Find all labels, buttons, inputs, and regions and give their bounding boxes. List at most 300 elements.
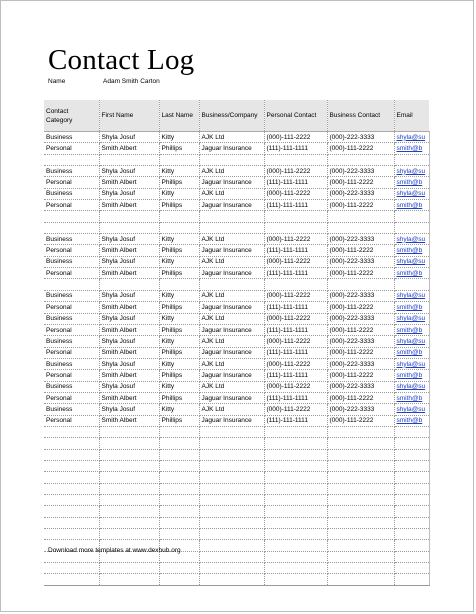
contact-category-cell[interactable] — [44, 211, 99, 222]
business-company-cell[interactable] — [199, 529, 264, 540]
name-value[interactable]: Adam Smith Carton — [103, 78, 160, 85]
contact-category-cell[interactable] — [44, 438, 99, 449]
last-name-cell[interactable]: Phillips — [159, 268, 199, 279]
last-name-cell[interactable]: Kitty — [159, 404, 199, 415]
last-name-cell[interactable] — [159, 438, 199, 449]
first-name-cell[interactable] — [99, 574, 159, 585]
last-name-cell[interactable] — [159, 495, 199, 506]
last-name-cell[interactable]: Kitty — [159, 381, 199, 392]
personal-contact-cell[interactable] — [264, 449, 327, 460]
business-company-cell[interactable]: AJK Ltd — [199, 336, 264, 347]
email-cell[interactable] — [394, 540, 429, 551]
personal-contact-cell[interactable] — [264, 279, 327, 290]
business-contact-cell[interactable]: (000)-222-3333 — [327, 290, 394, 301]
business-contact-cell[interactable] — [327, 154, 394, 165]
contact-category-cell[interactable] — [44, 472, 99, 483]
contact-category-cell[interactable]: Personal — [44, 347, 99, 358]
business-contact-cell[interactable]: (000)-111-2222 — [327, 324, 394, 335]
email-cell[interactable] — [394, 472, 429, 483]
first-name-cell[interactable]: Smith Albert — [99, 302, 159, 313]
business-company-cell[interactable] — [199, 563, 264, 574]
last-name-cell[interactable]: Kitty — [159, 358, 199, 369]
email-cell[interactable] — [394, 415, 429, 426]
personal-contact-cell[interactable]: (111)-111-1111 — [264, 268, 327, 279]
first-name-cell[interactable] — [99, 483, 159, 494]
personal-contact-cell[interactable] — [264, 483, 327, 494]
business-contact-cell[interactable]: (000)-222-3333 — [327, 358, 394, 369]
email-cell[interactable] — [394, 506, 429, 517]
last-name-cell[interactable]: Phillips — [159, 177, 199, 188]
first-name-cell[interactable] — [99, 426, 159, 437]
first-name-cell[interactable] — [99, 222, 159, 233]
business-company-cell[interactable] — [199, 495, 264, 506]
personal-contact-cell[interactable] — [264, 574, 327, 585]
business-company-cell[interactable]: Jaguar Insurance — [199, 200, 264, 211]
contact-category-cell[interactable] — [44, 426, 99, 437]
business-company-cell[interactable] — [199, 540, 264, 551]
business-company-cell[interactable] — [199, 551, 264, 562]
personal-contact-cell[interactable] — [264, 472, 327, 483]
contact-category-cell[interactable] — [44, 222, 99, 233]
business-contact-cell[interactable]: (000)-111-2222 — [327, 302, 394, 313]
personal-contact-cell[interactable] — [264, 154, 327, 165]
first-name-cell[interactable]: Shyla Josuf — [99, 381, 159, 392]
first-name-cell[interactable]: Shyla Josuf — [99, 404, 159, 415]
email-link[interactable]: shyla@su — [396, 405, 426, 413]
personal-contact-cell[interactable]: (111)-111-1111 — [264, 347, 327, 358]
first-name-cell[interactable] — [99, 563, 159, 574]
email-cell[interactable] — [394, 234, 429, 245]
first-name-cell[interactable]: Shyla Josuf — [99, 256, 159, 267]
business-company-cell[interactable] — [199, 154, 264, 165]
last-name-cell[interactable]: Kitty — [159, 256, 199, 267]
business-company-cell[interactable] — [199, 460, 264, 471]
last-name-cell[interactable]: Kitty — [159, 188, 199, 199]
first-name-cell[interactable]: Smith Albert — [99, 415, 159, 426]
business-contact-cell[interactable]: (000)-111-2222 — [327, 415, 394, 426]
business-contact-cell[interactable] — [327, 540, 394, 551]
contact-category-cell[interactable]: Business — [44, 290, 99, 301]
personal-contact-cell[interactable] — [264, 529, 327, 540]
business-company-cell[interactable] — [199, 449, 264, 460]
contact-category-cell[interactable] — [44, 506, 99, 517]
first-name-cell[interactable]: Shyla Josuf — [99, 166, 159, 177]
table-row — [44, 336, 429, 347]
email-cell[interactable] — [394, 574, 429, 585]
contact-category-cell[interactable]: Business — [44, 358, 99, 369]
business-contact-cell[interactable] — [327, 529, 394, 540]
business-contact-cell[interactable] — [327, 222, 394, 233]
email-cell[interactable] — [394, 563, 429, 574]
contact-category-cell[interactable]: Business — [44, 166, 99, 177]
personal-contact-cell[interactable] — [264, 551, 327, 562]
email-cell[interactable] — [394, 143, 429, 154]
email-cell[interactable] — [394, 154, 429, 165]
business-company-cell[interactable]: Jaguar Insurance — [199, 268, 264, 279]
email-cell[interactable] — [394, 392, 429, 403]
contact-category-cell[interactable]: Business — [44, 132, 99, 143]
business-company-cell[interactable] — [199, 517, 264, 528]
email-cell[interactable] — [394, 336, 429, 347]
email-link[interactable]: smith@b — [396, 269, 423, 277]
email-link[interactable]: smith@b — [396, 417, 423, 425]
business-contact-cell[interactable]: (000)-111-2222 — [327, 347, 394, 358]
business-company-cell[interactable]: AJK Ltd — [199, 166, 264, 177]
personal-contact-cell[interactable]: (111)-111-1111 — [264, 370, 327, 381]
contact-category-cell[interactable] — [44, 449, 99, 460]
last-name-cell[interactable] — [159, 574, 199, 585]
first-name-cell[interactable] — [99, 438, 159, 449]
business-contact-cell[interactable]: (000)-111-2222 — [327, 143, 394, 154]
last-name-cell[interactable]: Kitty — [159, 313, 199, 324]
column-header-business-contact: Business Contact — [327, 100, 394, 132]
first-name-cell[interactable]: Shyla Josuf — [99, 234, 159, 245]
last-name-cell[interactable]: Phillips — [159, 415, 199, 426]
personal-contact-cell[interactable] — [264, 460, 327, 471]
email-link[interactable]: shyla@su — [396, 337, 426, 345]
email-link[interactable]: smith@b — [396, 394, 423, 402]
personal-contact-cell[interactable]: (000)-111-2222 — [264, 166, 327, 177]
personal-contact-cell[interactable]: (111)-111-1111 — [264, 324, 327, 335]
last-name-cell[interactable] — [159, 154, 199, 165]
business-contact-cell[interactable] — [327, 506, 394, 517]
business-contact-cell[interactable]: (000)-111-2222 — [327, 245, 394, 256]
last-name-cell[interactable]: Kitty — [159, 336, 199, 347]
first-name-cell[interactable]: Smith Albert — [99, 392, 159, 403]
business-contact-cell[interactable]: (000)-111-2222 — [327, 370, 394, 381]
email-cell[interactable] — [394, 529, 429, 540]
personal-contact-cell[interactable] — [264, 517, 327, 528]
last-name-cell[interactable]: Kitty — [159, 166, 199, 177]
last-name-cell[interactable] — [159, 460, 199, 471]
email-link[interactable]: smith@b — [396, 247, 423, 255]
email-cell[interactable] — [394, 188, 429, 199]
contact-category-cell[interactable]: Personal — [44, 268, 99, 279]
contact-category-cell[interactable]: Personal — [44, 370, 99, 381]
business-company-cell[interactable]: Jaguar Insurance — [199, 347, 264, 358]
business-company-cell[interactable]: AJK Ltd — [199, 290, 264, 301]
personal-contact-cell[interactable] — [264, 495, 327, 506]
business-contact-cell[interactable]: (000)-222-3333 — [327, 381, 394, 392]
personal-contact-cell[interactable] — [264, 426, 327, 437]
email-cell[interactable] — [394, 426, 429, 437]
first-name-cell[interactable]: Shyla Josuf — [99, 358, 159, 369]
personal-contact-cell[interactable]: (111)-111-1111 — [264, 415, 327, 426]
personal-contact-cell[interactable]: (000)-111-2222 — [264, 234, 327, 245]
last-name-cell[interactable] — [159, 506, 199, 517]
email-link[interactable]: smith@b — [396, 179, 423, 187]
email-cell[interactable] — [394, 358, 429, 369]
email-link[interactable]: smith@b — [396, 303, 423, 311]
first-name-cell[interactable] — [99, 279, 159, 290]
email-cell[interactable] — [394, 347, 429, 358]
contact-category-cell[interactable] — [44, 279, 99, 290]
email-link[interactable]: shyla@su — [396, 383, 426, 391]
last-name-cell[interactable] — [159, 529, 199, 540]
first-name-cell[interactable]: Smith Albert — [99, 268, 159, 279]
first-name-cell[interactable] — [99, 495, 159, 506]
business-company-cell[interactable] — [199, 438, 264, 449]
email-cell[interactable] — [394, 438, 429, 449]
personal-contact-cell[interactable]: (000)-111-2222 — [264, 404, 327, 415]
contact-category-cell[interactable]: Business — [44, 313, 99, 324]
last-name-cell[interactable] — [159, 211, 199, 222]
business-company-cell[interactable]: Jaguar Insurance — [199, 392, 264, 403]
last-name-cell[interactable]: Phillips — [159, 245, 199, 256]
personal-contact-cell[interactable]: (111)-111-1111 — [264, 392, 327, 403]
email-cell[interactable] — [394, 256, 429, 267]
email-link[interactable]: shyla@su — [396, 167, 426, 175]
business-company-cell[interactable] — [199, 506, 264, 517]
first-name-cell[interactable]: Smith Albert — [99, 200, 159, 211]
business-contact-cell[interactable] — [327, 472, 394, 483]
business-company-cell[interactable]: AJK Ltd — [199, 404, 264, 415]
contact-category-cell[interactable]: Business — [44, 381, 99, 392]
first-name-cell[interactable]: Shyla Josuf — [99, 132, 159, 143]
last-name-cell[interactable]: Kitty — [159, 132, 199, 143]
last-name-cell[interactable] — [159, 426, 199, 437]
email-cell[interactable] — [394, 381, 429, 392]
personal-contact-cell[interactable] — [264, 563, 327, 574]
business-company-cell[interactable]: Jaguar Insurance — [199, 177, 264, 188]
business-contact-cell[interactable]: (000)-111-2222 — [327, 200, 394, 211]
personal-contact-cell[interactable] — [264, 540, 327, 551]
contact-category-cell[interactable]: Personal — [44, 392, 99, 403]
business-company-cell[interactable] — [199, 211, 264, 222]
contact-category-cell[interactable]: Business — [44, 188, 99, 199]
email-cell[interactable] — [394, 268, 429, 279]
business-contact-cell[interactable] — [327, 426, 394, 437]
email-cell[interactable] — [394, 132, 429, 143]
email-link[interactable]: smith@b — [396, 145, 423, 153]
business-company-cell[interactable] — [199, 222, 264, 233]
email-link[interactable]: shyla@su — [396, 315, 426, 323]
personal-contact-cell[interactable]: (000)-111-2222 — [264, 381, 327, 392]
contact-category-cell[interactable] — [44, 574, 99, 585]
personal-contact-cell[interactable]: (111)-111-1111 — [264, 177, 327, 188]
email-cell[interactable] — [394, 551, 429, 562]
email-cell[interactable] — [394, 517, 429, 528]
business-company-cell[interactable] — [199, 279, 264, 290]
business-company-cell[interactable]: Jaguar Insurance — [199, 143, 264, 154]
business-contact-cell[interactable]: (000)-222-3333 — [327, 188, 394, 199]
business-contact-cell[interactable]: (000)-222-3333 — [327, 256, 394, 267]
email-cell[interactable] — [394, 324, 429, 335]
first-name-cell[interactable]: Shyla Josuf — [99, 188, 159, 199]
email-link[interactable]: smith@b — [396, 326, 423, 334]
last-name-cell[interactable] — [159, 449, 199, 460]
personal-contact-cell[interactable]: (000)-111-2222 — [264, 132, 327, 143]
business-contact-cell[interactable] — [327, 460, 394, 471]
business-company-cell[interactable]: Jaguar Insurance — [199, 245, 264, 256]
personal-contact-cell[interactable]: (111)-111-1111 — [264, 143, 327, 154]
first-name-cell[interactable] — [99, 517, 159, 528]
personal-contact-cell[interactable] — [264, 222, 327, 233]
first-name-cell[interactable] — [99, 460, 159, 471]
business-contact-cell[interactable]: (000)-111-2222 — [327, 392, 394, 403]
business-contact-cell[interactable]: (000)-222-3333 — [327, 234, 394, 245]
personal-contact-cell[interactable]: (000)-111-2222 — [264, 313, 327, 324]
email-cell[interactable] — [394, 166, 429, 177]
personal-contact-cell[interactable]: (000)-111-2222 — [264, 336, 327, 347]
first-name-cell[interactable]: Smith Albert — [99, 143, 159, 154]
business-company-cell[interactable]: AJK Ltd — [199, 188, 264, 199]
business-company-cell[interactable]: AJK Ltd — [199, 313, 264, 324]
last-name-cell[interactable] — [159, 563, 199, 574]
contact-category-cell[interactable] — [44, 563, 99, 574]
business-contact-cell[interactable] — [327, 438, 394, 449]
contact-category-cell[interactable] — [44, 529, 99, 540]
email-cell[interactable] — [394, 495, 429, 506]
email-cell[interactable] — [394, 313, 429, 324]
email-cell[interactable] — [394, 449, 429, 460]
email-cell[interactable] — [394, 290, 429, 301]
first-name-cell[interactable]: Shyla Josuf — [99, 336, 159, 347]
email-cell[interactable] — [394, 222, 429, 233]
email-cell[interactable] — [394, 404, 429, 415]
contact-category-cell[interactable] — [44, 460, 99, 471]
business-company-cell[interactable]: Jaguar Insurance — [199, 370, 264, 381]
business-company-cell[interactable] — [199, 472, 264, 483]
first-name-cell[interactable] — [99, 154, 159, 165]
email-link[interactable]: shyla@su — [396, 292, 426, 300]
last-name-cell[interactable]: Phillips — [159, 200, 199, 211]
last-name-cell[interactable] — [159, 517, 199, 528]
first-name-cell[interactable] — [99, 472, 159, 483]
business-company-cell[interactable]: AJK Ltd — [199, 358, 264, 369]
contact-category-cell[interactable]: Personal — [44, 177, 99, 188]
business-contact-cell[interactable] — [327, 495, 394, 506]
email-cell[interactable] — [394, 460, 429, 471]
contact-category-cell[interactable]: Business — [44, 404, 99, 415]
contact-category-cell[interactable]: Personal — [44, 200, 99, 211]
contact-category-cell[interactable]: Personal — [44, 324, 99, 335]
business-contact-cell[interactable]: (000)-111-2222 — [327, 268, 394, 279]
personal-contact-cell[interactable]: (111)-111-1111 — [264, 302, 327, 313]
business-contact-cell[interactable] — [327, 563, 394, 574]
business-company-cell[interactable]: AJK Ltd — [199, 381, 264, 392]
contact-category-cell[interactable]: Business — [44, 256, 99, 267]
last-name-cell[interactable]: Phillips — [159, 347, 199, 358]
business-contact-cell[interactable]: (000)-222-3333 — [327, 132, 394, 143]
last-name-cell[interactable] — [159, 279, 199, 290]
personal-contact-cell[interactable]: (000)-111-2222 — [264, 290, 327, 301]
business-contact-cell[interactable]: (000)-222-3333 — [327, 404, 394, 415]
business-company-cell[interactable]: Jaguar Insurance — [199, 415, 264, 426]
email-link[interactable]: shyla@su — [396, 360, 426, 368]
business-contact-cell[interactable] — [327, 279, 394, 290]
first-name-cell[interactable]: Smith Albert — [99, 347, 159, 358]
email-link[interactable]: smith@b — [396, 371, 423, 379]
first-name-cell[interactable]: Shyla Josuf — [99, 290, 159, 301]
email-link[interactable]: shyla@su — [396, 190, 426, 198]
business-contact-cell[interactable] — [327, 551, 394, 562]
business-company-cell[interactable] — [199, 483, 264, 494]
contact-category-cell[interactable]: Personal — [44, 302, 99, 313]
business-company-cell[interactable]: Jaguar Insurance — [199, 302, 264, 313]
business-contact-cell[interactable]: (000)-222-3333 — [327, 313, 394, 324]
contact-category-cell[interactable]: Personal — [44, 415, 99, 426]
email-cell[interactable] — [394, 370, 429, 381]
business-company-cell[interactable]: AJK Ltd — [199, 132, 264, 143]
personal-contact-cell[interactable]: (000)-111-2222 — [264, 256, 327, 267]
last-name-cell[interactable]: Kitty — [159, 290, 199, 301]
personal-contact-cell[interactable]: (000)-111-2222 — [264, 188, 327, 199]
last-name-cell[interactable] — [159, 472, 199, 483]
contact-category-cell[interactable]: Business — [44, 234, 99, 245]
first-name-cell[interactable] — [99, 506, 159, 517]
email-cell[interactable] — [394, 279, 429, 290]
first-name-cell[interactable] — [99, 529, 159, 540]
last-name-cell[interactable]: Kitty — [159, 234, 199, 245]
business-contact-cell[interactable]: (000)-222-3333 — [327, 336, 394, 347]
first-name-cell[interactable]: Smith Albert — [99, 177, 159, 188]
personal-contact-cell[interactable]: (111)-111-1111 — [264, 245, 327, 256]
personal-contact-cell[interactable] — [264, 438, 327, 449]
contact-category-cell[interactable]: Personal — [44, 143, 99, 154]
first-name-cell[interactable]: Shyla Josuf — [99, 313, 159, 324]
contact-category-cell[interactable]: Business — [44, 336, 99, 347]
last-name-cell[interactable] — [159, 222, 199, 233]
email-link[interactable]: smith@b — [396, 201, 423, 209]
personal-contact-cell[interactable] — [264, 506, 327, 517]
email-cell[interactable] — [394, 177, 429, 188]
first-name-cell[interactable] — [99, 449, 159, 460]
email-cell[interactable] — [394, 200, 429, 211]
business-contact-cell[interactable] — [327, 574, 394, 585]
email-cell[interactable] — [394, 245, 429, 256]
email-link[interactable]: shyla@su — [396, 235, 426, 243]
first-name-cell[interactable] — [99, 211, 159, 222]
first-name-cell[interactable]: Smith Albert — [99, 324, 159, 335]
email-link[interactable]: shyla@su — [396, 133, 426, 141]
personal-contact-cell[interactable]: (111)-111-1111 — [264, 200, 327, 211]
contact-category-cell[interactable] — [44, 154, 99, 165]
business-contact-cell[interactable] — [327, 449, 394, 460]
first-name-cell[interactable]: Smith Albert — [99, 370, 159, 381]
email-cell[interactable] — [394, 302, 429, 313]
last-name-cell[interactable]: Phillips — [159, 302, 199, 313]
contact-category-cell[interactable]: Personal — [44, 245, 99, 256]
business-contact-cell[interactable] — [327, 517, 394, 528]
personal-contact-cell[interactable] — [264, 211, 327, 222]
email-link[interactable]: smith@b — [396, 349, 423, 357]
personal-contact-cell[interactable]: (000)-111-2222 — [264, 358, 327, 369]
email-link[interactable]: shyla@su — [396, 258, 426, 266]
business-company-cell[interactable]: AJK Ltd — [199, 234, 264, 245]
email-cell[interactable] — [394, 211, 429, 222]
table-row — [44, 302, 429, 313]
business-company-cell[interactable] — [199, 574, 264, 585]
contact-category-cell[interactable] — [44, 517, 99, 528]
business-contact-cell[interactable]: (000)-222-3333 — [327, 166, 394, 177]
last-name-cell[interactable] — [159, 483, 199, 494]
business-contact-cell[interactable] — [327, 211, 394, 222]
last-name-cell[interactable]: Phillips — [159, 392, 199, 403]
business-contact-cell[interactable]: (000)-111-2222 — [327, 177, 394, 188]
contact-category-cell[interactable] — [44, 495, 99, 506]
business-contact-cell[interactable] — [327, 483, 394, 494]
last-name-cell[interactable]: Phillips — [159, 143, 199, 154]
contact-category-cell[interactable] — [44, 483, 99, 494]
last-name-cell[interactable]: Phillips — [159, 324, 199, 335]
email-cell[interactable] — [394, 483, 429, 494]
business-company-cell[interactable] — [199, 426, 264, 437]
first-name-cell[interactable]: Smith Albert — [99, 245, 159, 256]
business-company-cell[interactable]: Jaguar Insurance — [199, 324, 264, 335]
last-name-cell[interactable]: Phillips — [159, 370, 199, 381]
business-company-cell[interactable]: AJK Ltd — [199, 256, 264, 267]
